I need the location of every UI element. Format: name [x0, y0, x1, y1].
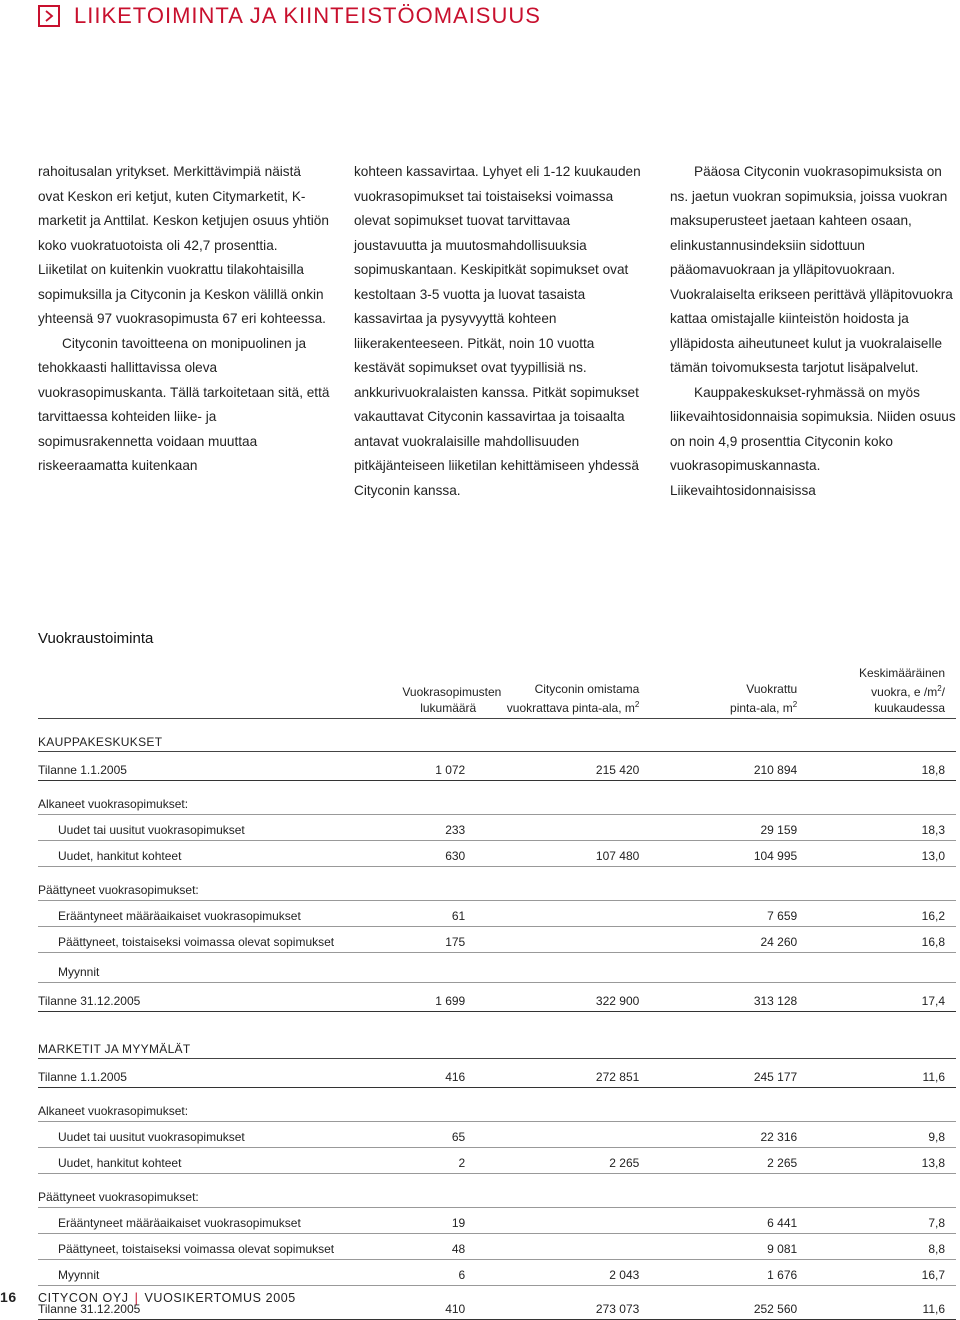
- table-row: Erääntyneet määräaikaiset vuokrasopimukset 61 7 659 16,2: [38, 901, 956, 927]
- paragraph: rahoitusalan yritykset. Merkittävimpiä näistä ovat Keskon eri ketjut, kuten Citymarketit, K-marketit ja Anttilat. Keskon ketjujen osuus yhtiön koko vuokratuotoista oli 42,7 prosenttia. Liiketilat on kuitenkin vuokrattu tilakohtaisilla sopimuksilla ja Cityconin ja Keskon välillä onkin yhteensä 97 vuokrasopimusta 67 eri kohteessa.: [38, 164, 329, 326]
- table-row: Tilanne 1.1.2005 1 072 215 420 210 894 18,8: [38, 752, 956, 781]
- footer-text: CITYCON OYJ | VUOSIKERTOMUS 2005: [38, 1291, 296, 1305]
- table-row: Erääntyneet määräaikaiset vuokrasopimukset 19 6 441 7,8: [38, 1208, 956, 1234]
- paragraph: Cityconin tavoitteena on monipuolinen ja tehokkaasti hallittavissa oleva vuokrasopimuskanta. Tällä tarkoitetaan sitä, että tarvittaessa kohteiden liike- ja sopimusrakennetta voidaan muuttaa riskeeraamatta kuitenkaan: [38, 335, 330, 473]
- section-header: MARKETIT JA MYYMÄLÄT: [38, 1012, 956, 1059]
- text-column-2: [354, 160, 646, 503]
- column-header-leased-area: Vuokrattu pinta-ala, $m^2$: [650, 664, 808, 719]
- table-row: Tilanne 1.1.2005 416 272 851 245 177 11,6: [38, 1059, 956, 1088]
- table-row: Myynnit 6 2 043 1 676 16,7: [38, 1260, 956, 1286]
- text-column-3: [670, 160, 958, 503]
- table-row: Tilanne 31.12.2005 410 273 073 252 560 11,6: [38, 1286, 956, 1320]
- table-row: Tilanne 31.12.2005 1 699 322 900 313 128 17,4: [38, 983, 956, 1012]
- table-header-row: [38, 664, 956, 719]
- page-title: LIIKETOIMINTA JA KIINTEISTÖOMAISUUS: [74, 3, 541, 28]
- column-header-owned-area: Cityconin omistama vuokrattava pinta-ala, $m^2$: [476, 664, 650, 719]
- column-header-average-rent: Keskimääräinen vuokra, e $/m^2/$ kuukaudessa: [808, 664, 956, 719]
- page-number: 16: [0, 1289, 17, 1305]
- table-row: Uudet, hankitut kohteet 630 107 480 104 995 13,0: [38, 841, 956, 867]
- table-title: Vuokraustoiminta: [38, 630, 154, 647]
- divider: |: [134, 1291, 139, 1305]
- subsection-label: Alkaneet vuokrasopimukset:: [38, 797, 189, 811]
- body-text: [0, 160, 960, 498]
- chevron-right-icon: [38, 5, 60, 27]
- paragraph: kohteen kassavirtaa. Lyhyet eli 1-12 kuukauden vuokrasopimukset tai toistaiseksi voimassa olevat sopimukset tuovat tarvittavaa joustavuutta ja muutosmahdollisuuksia sopimuskantaan. Keskipitkät sopimukset ovat kestoltaan 3-5 vuotta ja luovat tasaista kassavirtaa ja pysyvyyttä kohteen liikerakenteeseen. Pitkät, noin 10 vuotta kestävät sopimukset ovat tyypillisiä ns. ankkurivuokralaisten kanssa. Pitkät sopimukset vakauttavat Cityconin kassavirtaa ja toisaalta antavat vuokralaisille mahdollisuuden pitkäjänteiseen liiketilan kehittämiseen yhdessä Cityconin kanssa.: [354, 164, 641, 498]
- section-header: KAUPPAKESKUKSET: [38, 719, 956, 752]
- table-row: Uudet tai uusitut vuokrasopimukset 65 22 316 9,8: [38, 1122, 956, 1148]
- table-row: Myynnit: [58, 965, 100, 979]
- table-row: Päättyneet, toistaiseksi voimassa olevat sopimukset 48 9 081 8,8: [38, 1234, 956, 1260]
- paragraph: Kauppakeskukset-ryhmässä on myös liikevaihtosidonnaisia sopimuksia. Niiden osuus on noin 4,9 prosenttia Cityconin koko vuokrasopimuskannasta. Liikevaihtosidonnaisissa: [670, 384, 956, 498]
- paragraph: Pääosa Cityconin vuokrasopimuksista on ns. jaetun vuokran sopimuksia, joissa vuokran maksuperusteet jaetaan kahteen osaan, elinkustannusindeksiin sidottuun pääomavuokraan ja ylläpitovuokraan. Vuokralaiselta erikseen perittävä ylläpitovuokra kattaa omistajalle kiinteistön hoidosta ja ylläpidosta aiheutuneet kulut ja vuokralaiselle tämän toivomuksesta tarjotut lisäpalvelut.: [670, 164, 953, 375]
- subsection-label: Päättyneet vuokrasopimukset:: [38, 1190, 199, 1204]
- column-header-count: Vuokrasopimusten lukumäärä: [402, 664, 476, 719]
- table-row: Uudet, hankitut kohteet 2 2 265 2 265 13,8: [38, 1148, 956, 1174]
- subsection-label: Päättyneet vuokrasopimukset:: [38, 883, 199, 897]
- page-header: [38, 4, 541, 28]
- lease-table: [38, 664, 956, 1320]
- table-row: Päättyneet, toistaiseksi voimassa olevat sopimukset 175 24 260 16,8: [38, 927, 956, 953]
- text-column-1: [38, 160, 330, 479]
- subsection-label: Alkaneet vuokrasopimukset:: [38, 1104, 189, 1118]
- table-row: Uudet tai uusitut vuokrasopimukset 233 29 159 18,3: [38, 815, 956, 841]
